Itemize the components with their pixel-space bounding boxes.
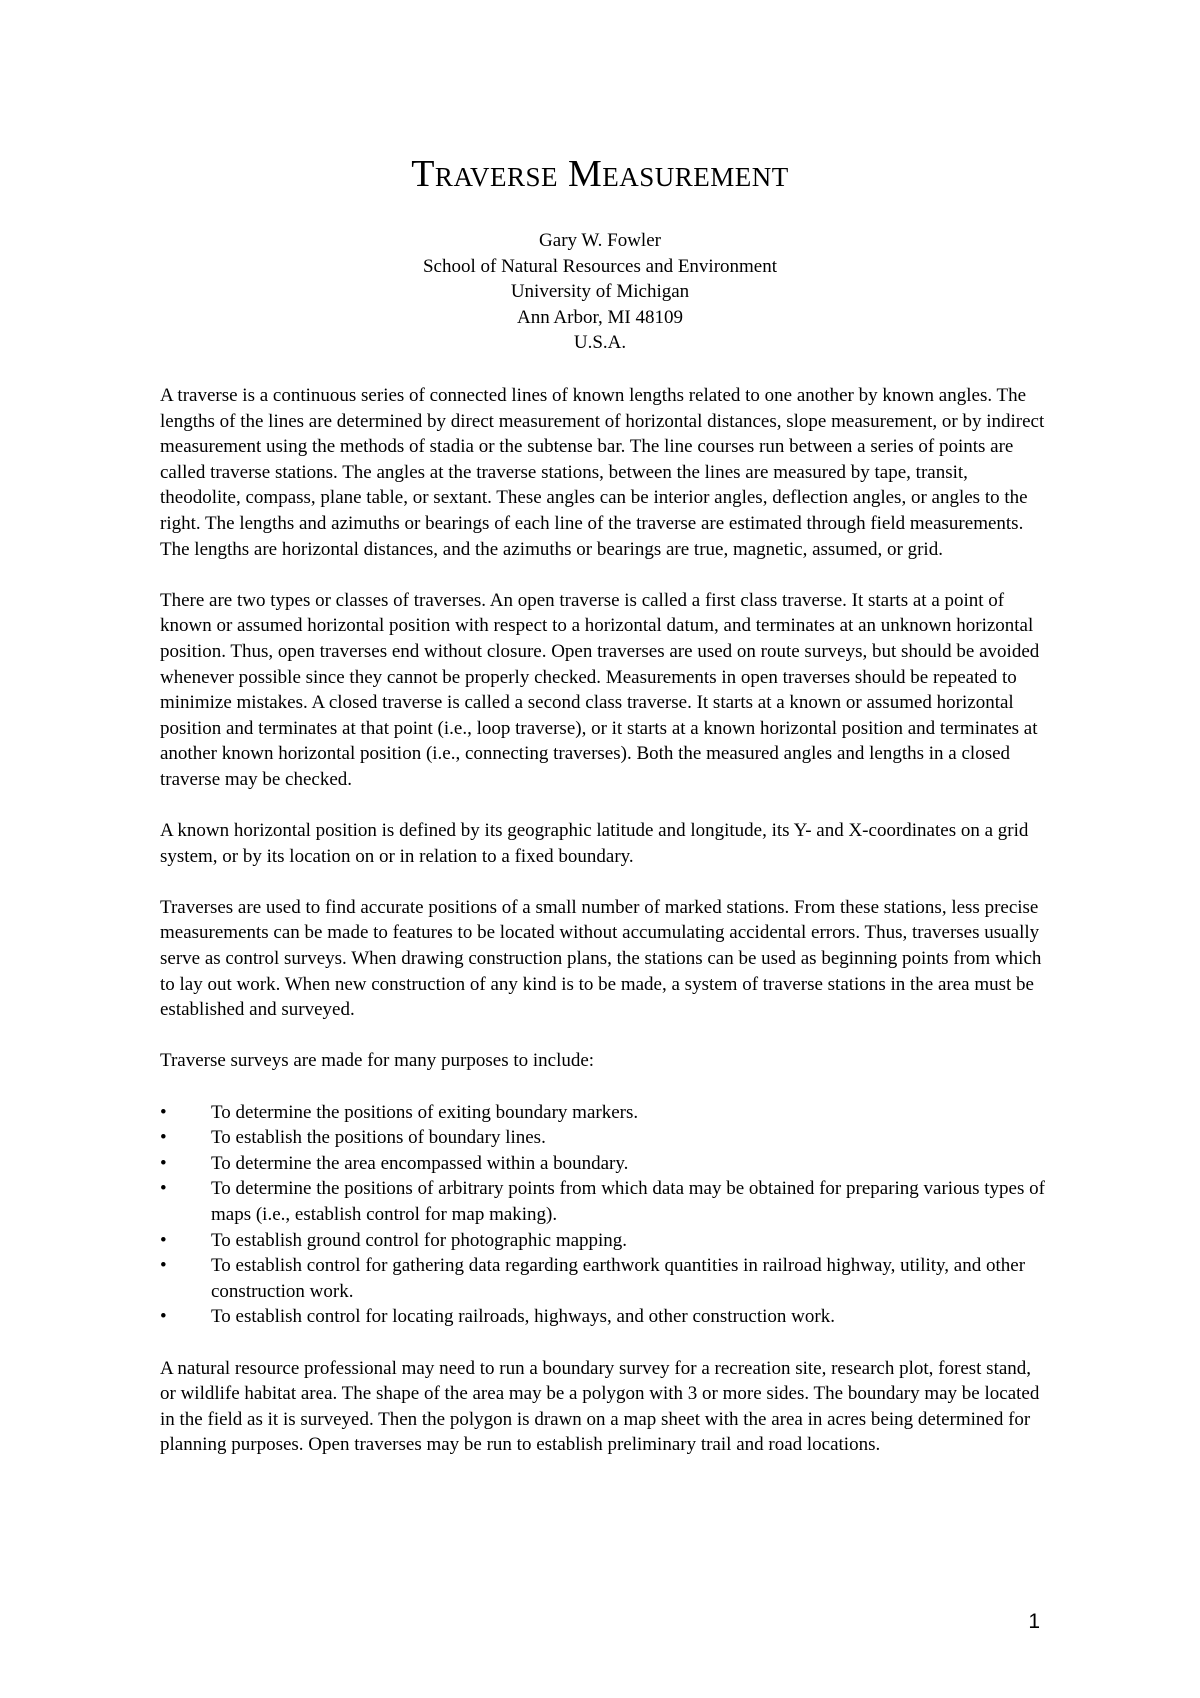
bullet-icon: • — [160, 1306, 167, 1328]
author-university: University of Michigan — [510, 281, 690, 302]
bullet-icon: • — [160, 1152, 167, 1174]
author-country: U.S.A. — [573, 332, 627, 353]
list-item-text: To establish control for locating railroads, highways, and other construction work. — [211, 1306, 835, 1328]
document-body — [160, 383, 1050, 1484]
bullet-icon: • — [160, 1229, 167, 1251]
list-item-text: To determine the positions of exiting boundary markers. — [211, 1101, 639, 1123]
author-city: Ann Arbor, MI 48109 — [516, 306, 683, 328]
list-item — [160, 1253, 1050, 1304]
list-item-text: To establish ground control for photographic mapping. — [211, 1229, 628, 1251]
page-number: 1 — [1028, 1610, 1040, 1633]
paragraph-traverse-definition: A traverse is a continuous series of connected lines of known lengths related to one another by known angles. The lengths of the lines are determined by direct measurement of horizontal distances, slope measurement, or by indirect measurement using the methods of stadia or the subtense bar. The line courses run between a series of points are called traverse stations. The angles at the traverse stations, between the lines are measured by tape, transit, theodolite, compass, plane table, or sextant. These angles can be interior angles, deflection angles, or angles to the right. The lengths and azimuths or bearings of each line of the traverse are estimated through field measurements. The lengths are horizontal distances, and the azimuths or bearings are true, magnetic, assumed, or grid. — [160, 385, 1045, 560]
list-item — [160, 1304, 1050, 1330]
list-item-text: To determine the area encompassed within a boundary. — [211, 1152, 629, 1174]
bullet-icon: • — [160, 1178, 167, 1200]
list-item-text: To establish the positions of boundary lines. — [211, 1127, 546, 1149]
list-item — [160, 1151, 1050, 1177]
list-item — [160, 1176, 1050, 1227]
paragraph-boundary-survey: A natural resource professional may need to run a boundary survey for a recreation site, research plot, forest stand, or wildlife habitat area. The shape of the area may be a polygon with 3 or more sides. The boundary may be located in the field as it is surveyed. Then the polygon is drawn on a map sheet with the area in acres being determined for planning purposes. Open traverses may be run to establish preliminary trail and road locations. — [160, 1357, 1040, 1456]
purposes-list — [160, 1100, 1050, 1330]
author-block — [0, 228, 1200, 356]
paragraph-purposes-intro: Traverse surveys are made for many purposes to include: — [160, 1050, 595, 1072]
page-title: Traverse Measurement — [411, 153, 789, 195]
list-item — [160, 1228, 1050, 1254]
list-item — [160, 1100, 1050, 1126]
author-school: School of Natural Resources and Environment — [422, 255, 778, 277]
bullet-icon: • — [160, 1127, 167, 1149]
bullet-icon: • — [160, 1101, 167, 1123]
bullet-icon: • — [160, 1255, 167, 1277]
list-item-text: To establish control for gathering data regarding earthwork quantities in railroad highway, utility, and other construction work. — [211, 1255, 1026, 1302]
author-name: Gary W. Fowler — [539, 230, 661, 251]
list-item — [160, 1125, 1050, 1151]
list-item-text: To determine the positions of arbitrary points from which data may be obtained for preparing various types of maps (i.e., establish control for map making). — [211, 1178, 1045, 1225]
paragraph-known-position: A known horizontal position is defined by its geographic latitude and longitude, its Y- and X-coordinates on a grid system, or by its location on or in relation to a fixed boundary. — [160, 820, 1029, 867]
paragraph-traverse-uses: Traverses are used to find accurate positions of a small number of marked stations. From these stations, less precise measurements can be made to features to be located without accumulating accidental errors. Thus, traverses usually serve as control surveys. When drawing construction plans, the stations can be used as beginning points from which to lay out work. When new construction of any kind is to be made, a system of traverse stations in the area must be established and surveyed. — [160, 896, 1042, 1021]
paragraph-traverse-types: There are two types or classes of traverses. An open traverse is called a first class traverse. It starts at a point of known or assumed horizontal position with respect to a horizontal datum, and terminates at an unknown horizontal position. Thus, open traverses end without closure. Open traverses are used on route surveys, but should be avoided whenever possible since they cannot be properly checked. Measurements in open traverses should be repeated to minimize mistakes. A closed traverse is called a second class traverse. It starts at a known or assumed horizontal position and terminates at that point (i.e., loop traverse), or it starts at a known horizontal position and terminates at another known horizontal position (i.e., connecting traverses). Both the measured angles and lengths in a closed traverse may be checked. — [160, 589, 1040, 790]
